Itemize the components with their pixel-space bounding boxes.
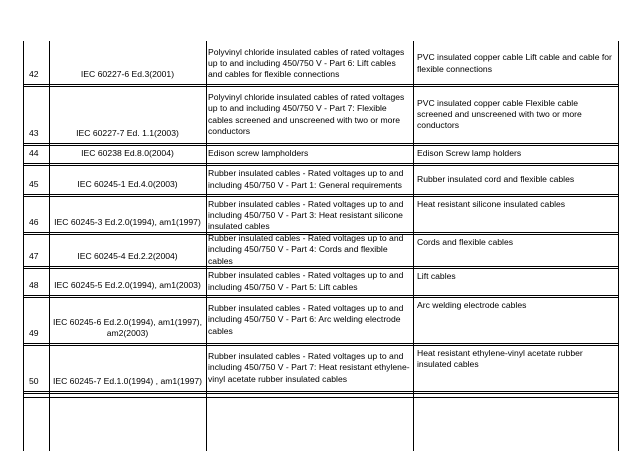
standard-description-text: Polyvinyl chloride insulated cables of rated voltages up to and including 450/750 V - Part 7: Flexible cables screened and unscreened with two or more conductors bbox=[208, 92, 405, 136]
product-scope bbox=[413, 297, 619, 343]
row-number bbox=[23, 84, 49, 143]
product-scope-text: Heat resistant silicone insulated cables bbox=[417, 199, 566, 209]
row-number-text: 47 bbox=[29, 250, 39, 261]
standard-description-text: Rubber insulated cables - Rated voltages up to and including 450/750 V - Part 5: Lift cables bbox=[208, 270, 404, 292]
product-scope bbox=[413, 165, 619, 194]
row-number-text: 43 bbox=[29, 127, 39, 138]
product-scope-text: PVC insulated copper cable Lift cable and cable for flexible connections bbox=[417, 52, 612, 74]
standard-description bbox=[206, 86, 413, 143]
standard-description bbox=[206, 297, 413, 343]
row-number-text: 48 bbox=[29, 279, 39, 290]
standard-description bbox=[206, 268, 413, 295]
row-number-text: 45 bbox=[29, 178, 39, 189]
standards-table bbox=[23, 41, 619, 451]
standard-description-text: Rubber insulated cables - Rated voltages up to and including 450/750 V - Part 4: Cords and flexible cables bbox=[208, 233, 404, 266]
standard-description bbox=[206, 345, 413, 391]
standard-code-text: IEC 60245-1 Ed.4.0(2003) bbox=[77, 178, 178, 189]
row-number-text: 46 bbox=[29, 216, 39, 227]
product-scope bbox=[413, 43, 619, 84]
product-scope-text: Rubber insulated cord and flexible cables bbox=[417, 173, 575, 184]
standard-description-text: Rubber insulated cables - Rated voltages up to and including 450/750 V - Part 3: Heat resistant silicone insulated cables bbox=[208, 199, 404, 232]
product-scope bbox=[413, 345, 619, 391]
product-scope bbox=[413, 145, 619, 163]
standard-code-text: IEC 60227-7 Ed. 1.1(2003) bbox=[76, 127, 179, 138]
standard-code-text: IEC 60227-6 Ed.3(2001) bbox=[80, 68, 175, 79]
product-scope-text: Cords and flexible cables bbox=[417, 237, 514, 247]
row-number bbox=[23, 232, 49, 266]
standard-code-text: IEC 60245-4 Ed.2.2(2004) bbox=[77, 250, 178, 261]
row-number-text: 50 bbox=[29, 375, 39, 386]
standard-code bbox=[49, 143, 206, 163]
product-scope bbox=[413, 268, 619, 295]
standard-description-text: Rubber insulated cables - Rated voltages up to and including 450/750 V - Part 7: Heat resistant ethylene-vinyl acetate rubber insulated cables bbox=[208, 351, 410, 384]
standard-code-text: IEC 60238 Ed.8.0(2004) bbox=[81, 147, 174, 158]
row-number-text: 44 bbox=[29, 147, 39, 158]
product-scope bbox=[413, 86, 619, 143]
row-number bbox=[23, 41, 49, 84]
standard-description bbox=[206, 43, 413, 84]
standard-description bbox=[206, 196, 413, 232]
product-scope bbox=[413, 196, 619, 232]
standard-code bbox=[49, 343, 206, 391]
standard-description bbox=[206, 145, 413, 163]
standard-description bbox=[206, 165, 413, 194]
product-scope-text: Heat resistant ethylene-vinyl acetate rubber insulated cables bbox=[417, 348, 583, 370]
row-number bbox=[23, 266, 49, 295]
row-number bbox=[23, 163, 49, 194]
row-number bbox=[23, 143, 49, 163]
product-scope-text: PVC insulated copper cable Flexible cable screened and unscreened with two or more conductors bbox=[417, 97, 582, 131]
row-number bbox=[23, 295, 49, 343]
standard-code-text: IEC 60245-7 Ed.1.0(1994) , am1(1997) bbox=[52, 375, 203, 386]
product-scope bbox=[413, 234, 619, 266]
standard-description-text: Rubber insulated cables - Rated voltages up to and including 450/750 V - Part 6: Arc welding electrode cables bbox=[208, 303, 404, 336]
standard-code bbox=[49, 194, 206, 232]
product-scope-text: Lift cables bbox=[417, 271, 456, 281]
row-number-text: 42 bbox=[29, 68, 39, 79]
standard-code bbox=[49, 266, 206, 295]
row-number bbox=[23, 343, 49, 391]
standard-description-text: Polyvinyl chloride insulated cables of rated voltages up to and including 450/750 V - Part 6: Lift cables and cables for flexible connections bbox=[208, 46, 405, 80]
standard-code bbox=[49, 295, 206, 343]
standard-code bbox=[49, 84, 206, 143]
standard-code-text: IEC 60245-5 Ed.2.0(1994), am1(2003) bbox=[54, 279, 201, 290]
standard-code bbox=[49, 163, 206, 194]
row-number bbox=[23, 194, 49, 232]
standard-code bbox=[49, 232, 206, 266]
standard-code bbox=[49, 41, 206, 84]
standard-description bbox=[206, 234, 413, 266]
row-number-text: 49 bbox=[29, 327, 39, 338]
standard-description-text: Rubber insulated cables - Rated voltages up to and including 450/750 V - Part 1: General requirements bbox=[208, 168, 404, 190]
standard-code-text: IEC 60245-6 Ed.2.0(1994), am1(1997), am2(2003) bbox=[52, 316, 203, 338]
product-scope-text: Edison Screw lamp holders bbox=[417, 148, 522, 159]
product-scope-text: Arc welding electrode cables bbox=[417, 300, 527, 310]
standard-code-text: IEC 60245-3 Ed.2.0(1994), am1(1997) bbox=[54, 216, 201, 227]
standard-description-text: Edison screw lampholders bbox=[208, 148, 309, 159]
